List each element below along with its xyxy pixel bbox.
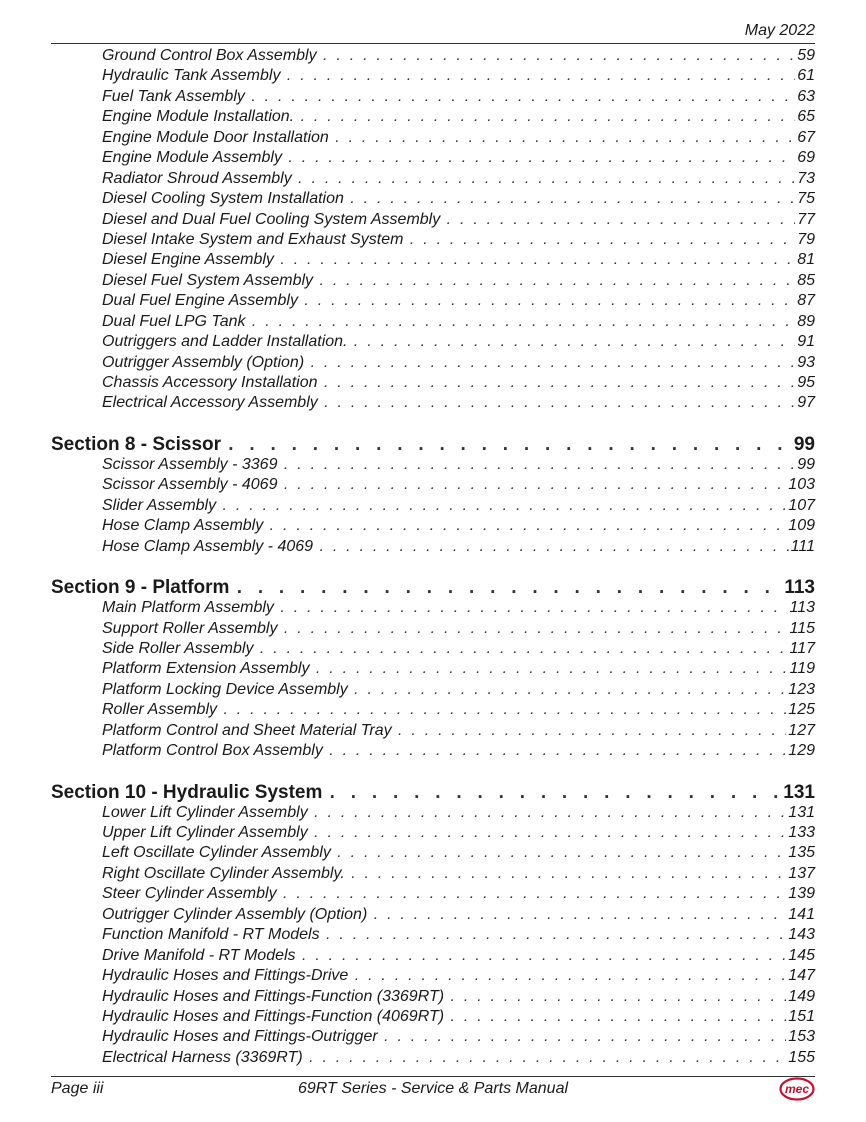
toc-entry[interactable] [51,885,815,905]
footer [51,1080,815,1104]
toc-entry-label: Hose Clamp Assembly [102,517,264,535]
toc-entry-label: Hydraulic Hoses and Fittings-Function (3369RT) [102,987,445,1005]
toc-entry-page: 151 [788,1007,815,1025]
toc-entry-label: Side Roller Assembly [102,639,254,657]
section-spacer [51,763,815,782]
toc-entry-label: Engine Module Assembly [102,149,282,167]
toc-entry-page: 117 [789,639,815,657]
toc-entry[interactable] [51,313,815,333]
toc-entry-label: Engine Module Installation. [102,108,295,126]
dot-leader [320,374,796,392]
toc-entry-label: Lower Lift Cylinder Assembly [102,803,308,821]
section-title: Section 9 - Platform [51,577,230,599]
toc-entry-label: Platform Extension Assembly [102,660,310,678]
dot-leader [265,517,786,535]
toc-entry-page: 59 [797,47,815,64]
dot-leader [322,926,787,944]
toc-entry-label: Dual Fuel Engine Assembly [102,292,298,310]
toc-entry-page: 91 [797,333,815,351]
toc-entry[interactable] [51,211,815,231]
dot-leader [350,967,786,985]
toc-entry-page: 141 [788,905,815,923]
toc-entry[interactable] [51,722,815,742]
toc-entry-page: 103 [788,476,815,494]
toc-entry-page: 115 [789,619,815,637]
toc-entry-label: Hydraulic Hoses and Fittings-Function (4069RT) [102,1007,445,1025]
toc-entry[interactable] [51,926,815,946]
dot-leader [305,1049,787,1067]
dot-leader [446,988,786,1006]
dot-leader [300,292,795,310]
toc-entry-page: 109 [788,517,815,535]
toc-entry[interactable] [51,1049,815,1069]
toc-entry[interactable] [51,149,815,169]
toc-entry-page: 107 [788,496,815,514]
toc-entry-page: 65 [797,108,815,126]
table-of-contents [51,47,815,1069]
toc-entry[interactable] [51,1008,815,1028]
toc-entry[interactable] [51,620,815,640]
toc-entry-label: Right Oscillate Cylinder Assembly. [102,864,345,882]
toc-entry-label: Diesel Fuel System Assembly [102,271,314,289]
toc-entry-label: Ground Control Box Assembly [102,47,317,64]
dot-leader [279,476,786,494]
toc-entry-page: 127 [788,721,815,739]
toc-entry-label: Left Oscillate Cylinder Assembly [102,844,331,862]
toc-entry-page: 77 [797,210,815,228]
dot-leader [320,394,795,412]
dot-leader [223,434,792,456]
toc-entry-page: 145 [788,946,815,964]
dot-leader [279,620,787,638]
dot-leader [247,313,795,331]
dot-leader [405,231,795,249]
toc-entry-label: Function Manifold - RT Models [102,926,320,944]
toc-entry-page: 67 [797,128,815,146]
toc-entry-page: 85 [797,271,815,289]
dot-leader [279,885,787,903]
toc-entry[interactable] [51,681,815,701]
toc-entry[interactable] [51,660,815,680]
section-heading[interactable] [51,577,815,599]
toc-entry-page: 125 [788,701,815,719]
toc-entry-label: Dual Fuel LPG Tank [102,312,246,330]
toc-entry[interactable] [51,497,815,517]
section-page: 113 [784,577,815,599]
toc-entry-page: 75 [797,190,815,208]
toc-entry-label: Platform Locking Device Assembly [102,680,348,698]
toc-entry-label: Diesel and Dual Fuel Cooling System Assembly [102,210,441,228]
dot-leader [296,108,795,126]
toc-entry-page: 133 [788,824,815,841]
toc-entry-label: Main Platform Assembly [102,599,274,617]
toc-entry[interactable] [51,251,815,271]
toc-entry[interactable] [51,804,815,824]
toc-entry-label: Fuel Tank Assembly [102,87,245,105]
toc-entry-label: Outriggers and Ladder Installation. [102,333,348,351]
dot-leader [306,354,795,372]
dot-leader [284,149,795,167]
dot-leader [324,782,781,804]
toc-entry-page: 95 [797,374,815,391]
toc-entry-page: 79 [797,230,815,248]
dot-leader [442,211,795,229]
toc-entry-page: 99 [797,455,815,473]
toc-entry-page: 73 [797,169,815,187]
toc-entry-page: 129 [788,742,815,760]
dot-leader [394,722,787,740]
toc-entry-label: Platform Control and Sheet Material Tray [102,721,392,739]
toc-entry-page: 119 [789,660,815,678]
section-spacer [51,415,815,434]
toc-entry-label: Scissor Assembly - 3369 [102,455,278,473]
dot-leader [279,456,795,474]
header-date: May 2022 [744,22,815,39]
toc-entry[interactable] [51,190,815,210]
dot-leader [298,947,787,965]
toc-entry[interactable] [51,108,815,128]
dot-leader [315,538,789,556]
toc-entry[interactable] [51,476,815,496]
toc-entry-label: Slider Assembly [102,496,217,514]
toc-entry-label: Steer Cylinder Assembly [102,885,277,903]
toc-entry[interactable] [51,47,815,67]
dot-leader [369,906,786,924]
toc-entry-label: Diesel Engine Assembly [102,251,274,269]
toc-entry[interactable] [51,333,815,353]
dot-leader [315,272,795,290]
toc-entry-label: Diesel Intake System and Exhaust System [102,230,404,248]
dot-leader [276,251,795,269]
dot-leader [446,1008,786,1026]
section-page: 99 [793,433,815,455]
section-heading[interactable] [51,434,815,456]
toc-entry[interactable] [51,292,815,312]
toc-entry-page: 69 [797,149,815,167]
toc-entry-page: 135 [788,844,815,862]
dot-leader [255,640,787,658]
toc-entry-page: 93 [797,353,815,371]
section-heading[interactable] [51,782,815,804]
section-page: 131 [783,781,815,803]
section-title: Section 10 - Hydraulic System [51,781,323,803]
dot-leader [219,701,786,719]
toc-entry[interactable] [51,88,815,108]
toc-entry[interactable] [51,1028,815,1048]
dot-leader [282,67,795,85]
toc-entry-page: 111 [790,537,815,555]
toc-entry[interactable] [51,844,815,864]
toc-entry-page: 63 [797,87,815,105]
footer-page-number: Page iii [51,1080,104,1097]
footer-manual-title: 69RT Series - Service & Parts Manual [297,1080,569,1097]
toc-entry[interactable] [51,354,815,374]
toc-entry-label: Hydraulic Hoses and Fittings-Outrigger [102,1028,378,1046]
toc-entry-page: 131 [788,803,815,821]
toc-entry-page: 149 [788,987,815,1005]
toc-entry-label: Hydraulic Hoses and Fittings-Drive [102,967,349,985]
dot-leader [276,599,788,617]
toc-entry-label: Electrical Harness (3369RT) [102,1048,303,1066]
dot-leader [319,47,796,65]
section-spacer [51,558,815,577]
toc-entry[interactable] [51,272,815,292]
toc-entry[interactable] [51,170,815,190]
dot-leader [310,824,787,842]
dot-leader [218,497,786,515]
toc-entry[interactable] [51,231,815,251]
toc-entry-label: Outrigger Assembly (Option) [102,353,305,371]
toc-entry-label: Engine Module Door Installation [102,128,329,146]
section-title: Section 8 - Scissor [51,433,222,455]
toc-entry-label: Electrical Accessory Assembly [102,394,318,412]
toc-entry-page: 153 [788,1028,815,1046]
toc-entry-label: Radiator Shroud Assembly [102,169,292,187]
dot-leader [346,190,795,208]
dot-leader [310,804,787,822]
toc-entry[interactable] [51,599,815,619]
toc-entry-page: 123 [788,680,815,698]
toc-entry[interactable] [51,947,815,967]
toc-entry-label: Outrigger Cylinder Assembly (Option) [102,905,368,923]
toc-entry-page: 89 [797,312,815,330]
toc-entry-label: Platform Control Box Assembly [102,742,323,760]
toc-entry-label: Chassis Accessory Installation [102,374,318,391]
toc-entry-page: 61 [797,67,815,85]
toc-entry[interactable] [51,988,815,1008]
toc-entry-page: 97 [797,394,815,412]
dot-leader [247,88,795,106]
toc-entry-label: Diesel Cooling System Installation [102,190,344,208]
dot-leader [331,129,795,147]
toc-entry[interactable] [51,640,815,660]
toc-entry-page: 137 [788,864,815,882]
toc-entry-page: 87 [797,292,815,310]
toc-entry[interactable] [51,865,815,885]
dot-leader [294,170,795,188]
toc-entry[interactable] [51,517,815,537]
toc-entry-page: 147 [788,967,815,985]
dot-leader [347,865,787,883]
dot-leader [349,333,795,351]
toc-entry-label: Hose Clamp Assembly - 4069 [102,537,314,555]
toc-entry[interactable] [51,967,815,987]
toc-entry[interactable] [51,67,815,87]
footer-rule [51,1076,815,1077]
toc-entry[interactable] [51,906,815,926]
toc-entry-label: Roller Assembly [102,701,217,719]
toc-entry[interactable] [51,538,815,558]
dot-leader [380,1028,787,1046]
toc-entry-label: Support Roller Assembly [102,619,278,637]
header-rule [51,43,815,44]
toc-entry-label: Drive Manifold - RT Models [102,946,296,964]
toc-entry-label: Scissor Assembly - 4069 [102,476,278,494]
dot-leader [311,660,787,678]
toc-entry-page: 155 [788,1048,815,1066]
toc-entry[interactable] [51,129,815,149]
toc-entry-page: 113 [789,599,815,617]
toc-entry-page: 139 [788,885,815,903]
toc-entry-page: 81 [797,251,815,269]
toc-entry-label: Hydraulic Tank Assembly [102,67,281,85]
toc-entry[interactable] [51,394,815,414]
dot-leader [325,742,786,760]
toc-entry[interactable] [51,701,815,721]
toc-entry-label: Upper Lift Cylinder Assembly [102,824,308,841]
dot-leader [350,681,787,699]
toc-entry[interactable] [51,824,815,844]
toc-entry[interactable] [51,374,815,394]
toc-entry[interactable] [51,742,815,762]
mec-logo-icon [779,1077,815,1101]
mec-logo-text: mec [784,1082,810,1096]
dot-leader [333,844,786,862]
dot-leader [231,577,782,599]
toc-entry-page: 143 [788,926,815,944]
toc-entry[interactable] [51,456,815,476]
